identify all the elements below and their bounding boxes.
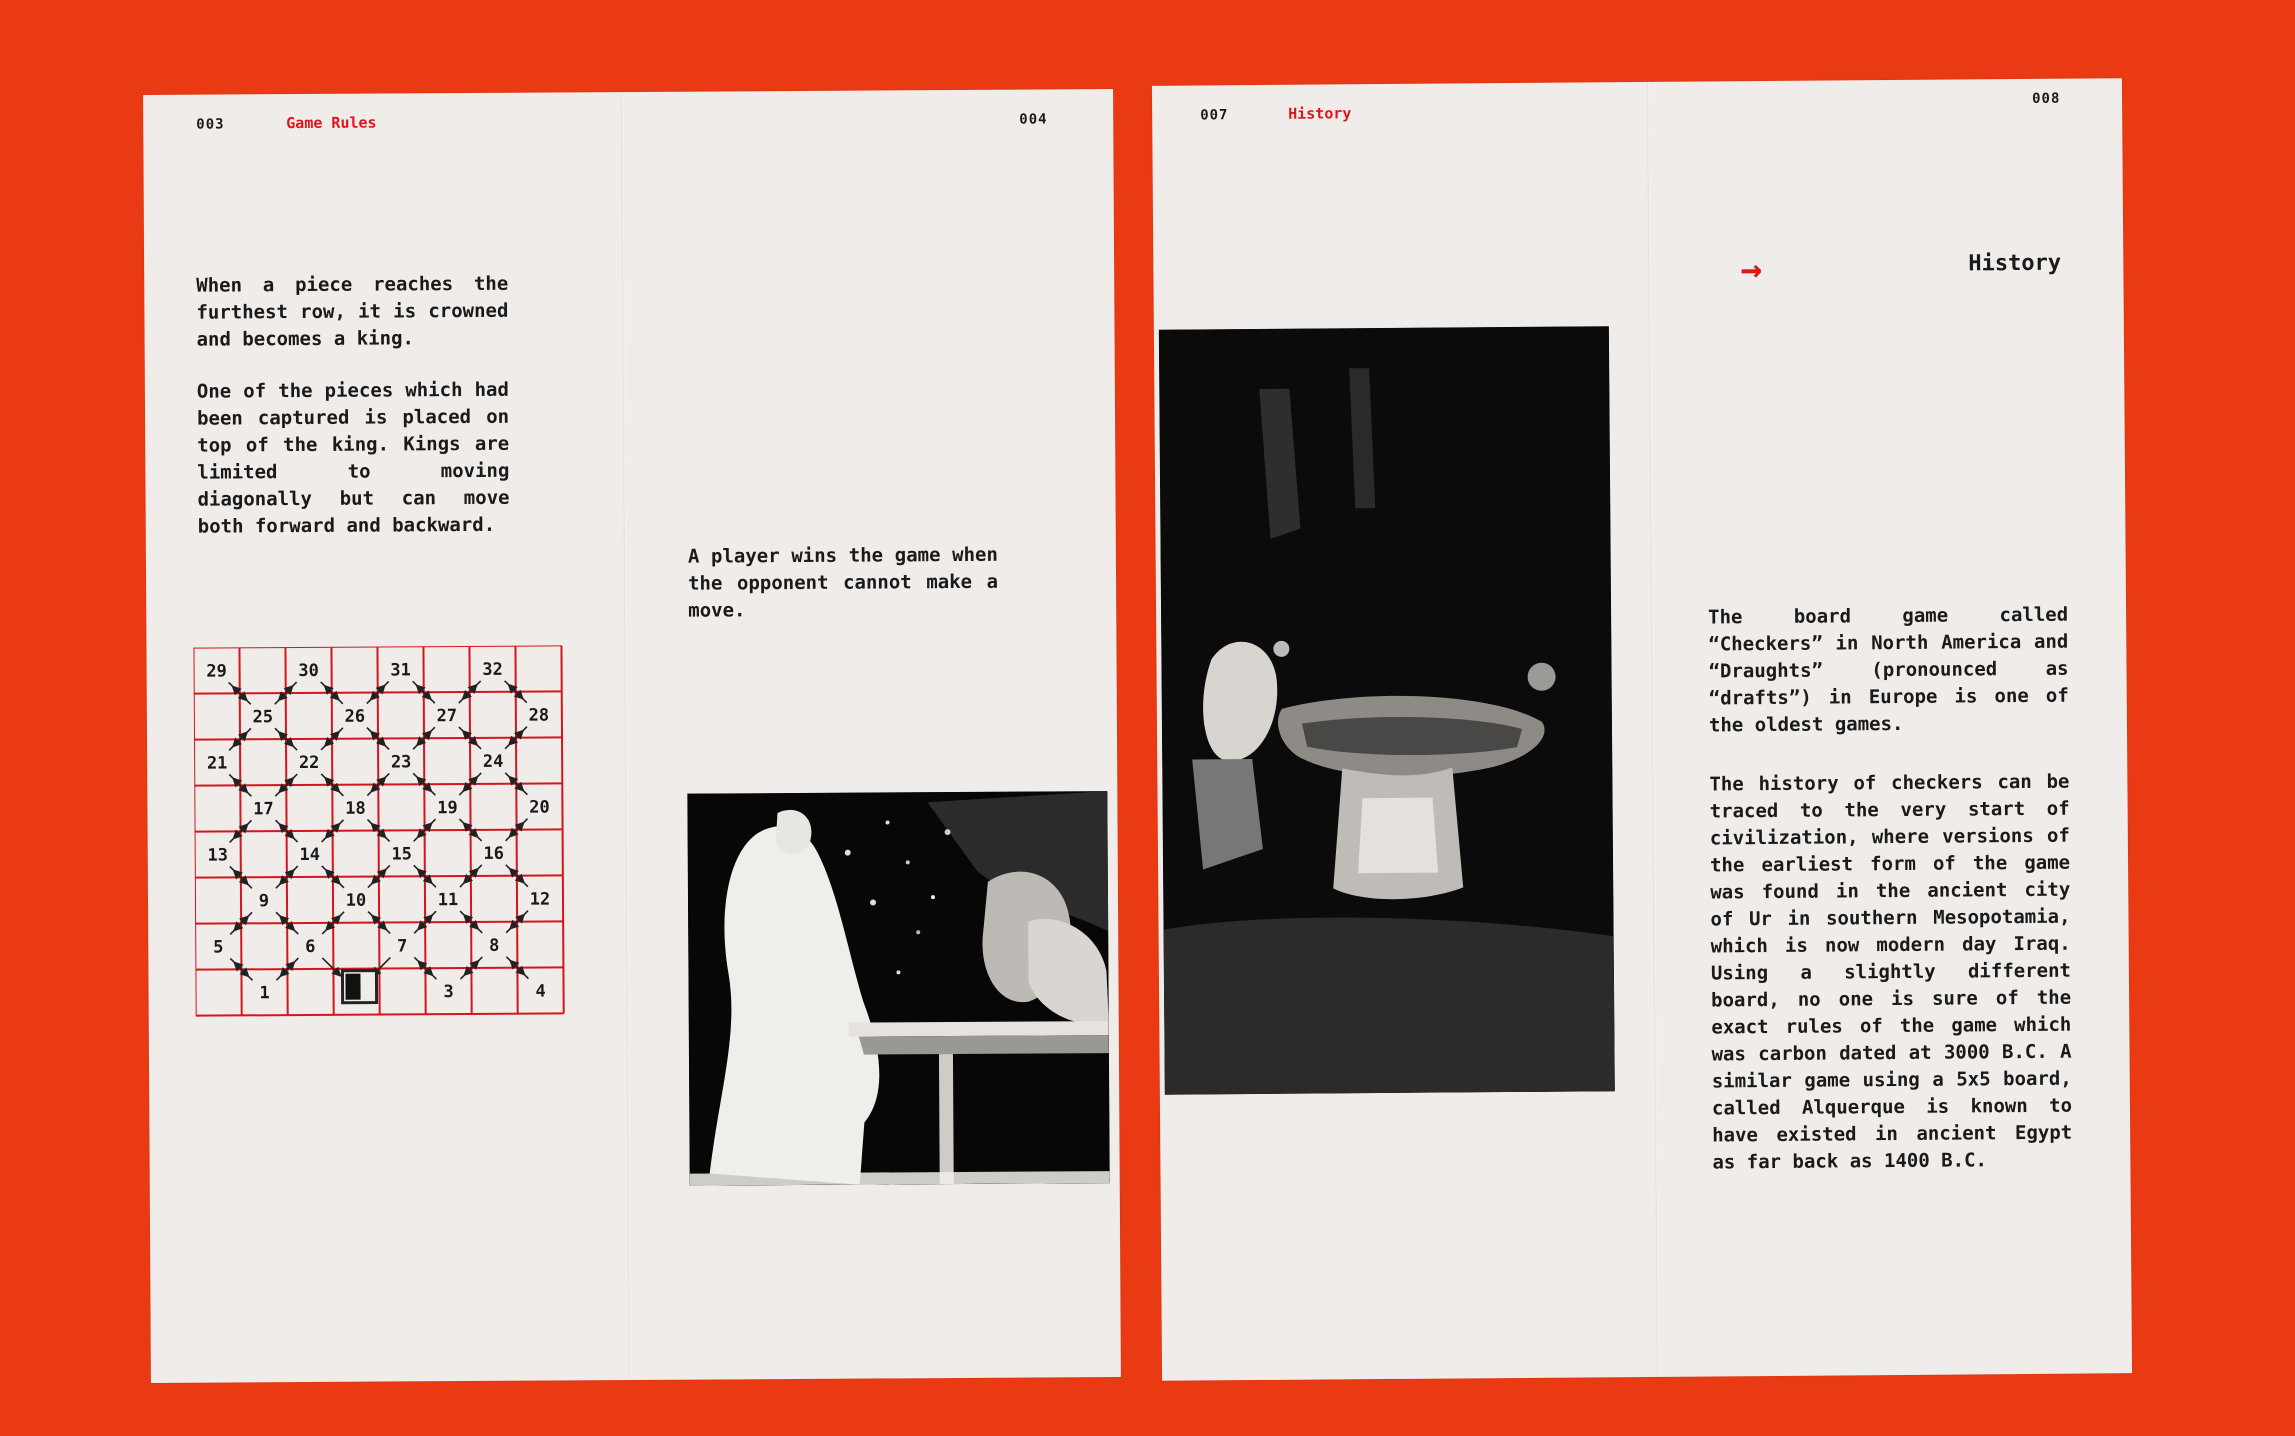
move-arrow-icon [372, 823, 390, 841]
board-square-number: 8 [489, 935, 500, 956]
move-arrow-icon [371, 731, 389, 749]
move-arrow-icon [459, 777, 477, 795]
move-arrow-icon [418, 961, 436, 979]
history-paragraph: The history of checkers can be traced to the very start of civilization, where versions of the earliest form of the game was found in the ancient city of Ur in southern Mesopotamia, which is now modern day Iraq. Using a slightly different board, no one is sure of the exact rules of the game which was carbon dated at 3000 B.C. A similar game using a 5x5 board, called Alquerque is known to have existed in ancient Egypt as far back as 1400 B.C. [1709, 770, 2073, 1174]
move-arrow-icon [414, 915, 432, 933]
section-title: History [1288, 104, 1352, 123]
king-piece-icon [342, 971, 376, 1003]
move-arrow-icon [230, 916, 248, 934]
board-square-number: 21 [206, 753, 228, 774]
move-arrow-icon [367, 686, 385, 704]
board-square-number: 32 [482, 659, 503, 680]
arrow-right-icon: → [1740, 249, 1763, 291]
board-square-number: 5 [213, 937, 224, 958]
move-arrow-icon [460, 869, 478, 887]
move-arrow-icon [325, 686, 343, 704]
board-square-number: 14 [299, 844, 321, 866]
move-arrow-icon [275, 686, 293, 704]
board-square-number: 29 [206, 661, 227, 682]
board-square-number: 22 [298, 752, 320, 774]
move-arrow-icon [275, 778, 293, 796]
board-square-number: 7 [397, 936, 408, 957]
fold-line [621, 92, 631, 1380]
right-spread [1152, 78, 2132, 1381]
board-square-number: 12 [529, 889, 551, 910]
board-square-number: 30 [298, 660, 319, 682]
move-arrow-icon [372, 915, 390, 933]
board-square-number: 16 [483, 843, 505, 864]
move-arrow-icon [322, 958, 340, 976]
left-spread [143, 89, 1121, 1383]
move-arrow-icon [413, 731, 431, 749]
board-square-number: 23 [390, 752, 412, 773]
board-square-number: 26 [344, 706, 366, 727]
win-condition-text: A player wins the game when the opponent cannot make a move. [687, 543, 999, 622]
move-arrow-icon [280, 916, 298, 934]
move-arrow-icon [506, 823, 524, 841]
board-grid-line [561, 645, 563, 1013]
board-square-number: 4 [535, 981, 546, 1002]
checkers-board-diagram [193, 645, 565, 1017]
board-square-number: 25 [252, 707, 274, 728]
move-arrow-icon [276, 962, 294, 980]
move-arrow-icon [322, 916, 340, 934]
move-arrow-icon [326, 870, 344, 888]
board-square-number: 27 [436, 706, 458, 727]
move-arrow-icon [418, 869, 436, 887]
move-arrow-icon [509, 777, 527, 795]
fold-line [1647, 82, 1659, 1377]
move-arrow-icon [463, 731, 481, 749]
page-number: 008 [2031, 90, 2061, 107]
move-arrow-icon [276, 870, 294, 888]
page-number: 003 [196, 116, 225, 133]
move-arrow-icon [279, 732, 297, 750]
board-square-number: 31 [390, 660, 411, 681]
move-arrow-icon [230, 824, 248, 842]
page-number: 004 [1019, 111, 1048, 128]
move-arrow-icon [234, 962, 252, 980]
move-arrow-icon [460, 961, 478, 979]
board-square-number: 11 [437, 890, 459, 911]
move-arrow-icon [510, 869, 528, 887]
move-arrow-icon [459, 685, 477, 703]
section-title: Game Rules [286, 113, 377, 133]
board-grid-line [196, 1013, 564, 1015]
move-arrow-icon [506, 915, 524, 933]
move-arrow-icon [505, 731, 523, 749]
move-arrow-icon [417, 685, 435, 703]
players-photo [687, 791, 1109, 1186]
move-arrow-icon [368, 870, 386, 888]
move-arrow-icon [280, 824, 298, 842]
board-square-number: 20 [529, 797, 550, 818]
move-arrow-icon [322, 824, 340, 842]
move-arrow-icon [234, 870, 252, 888]
page-number: 007 [1200, 107, 1229, 124]
move-arrow-icon [367, 778, 385, 796]
board-square-number: 3 [443, 982, 454, 1003]
history-heading: History [1968, 250, 2062, 277]
history-photo [1159, 326, 1615, 1095]
move-arrow-icon [229, 732, 247, 750]
move-arrow-icon [509, 685, 527, 703]
move-arrow-icon [464, 915, 482, 933]
move-arrow-icon [414, 823, 432, 841]
move-arrow-icon [510, 961, 528, 979]
move-arrow-icon [321, 732, 339, 750]
board-square-number: 17 [253, 799, 274, 820]
rules-paragraph: One of the pieces which had been captured is placed on top of the king. Kings are limited to moving diagonally but can move both forward and backward. [196, 378, 510, 538]
move-arrow-icon [325, 778, 343, 796]
board-square-number: 28 [528, 705, 550, 726]
move-arrow-icon [417, 777, 435, 795]
board-square-number: 6 [305, 936, 316, 958]
move-arrow-icon [464, 823, 482, 841]
board-square-number: 1 [259, 983, 270, 1004]
board-square-number: 18 [345, 798, 366, 819]
board-square-number: 13 [207, 845, 229, 866]
history-paragraph: The board game called “Checkers” in North America and “Draughts” (pronounced as “drafts”) in Europe is one of the oldest games. [1708, 603, 2069, 737]
board-square-number: 15 [391, 844, 413, 865]
board-square-number: 10 [345, 890, 367, 911]
move-arrow-icon [233, 778, 251, 796]
board-square-number: 24 [482, 751, 504, 772]
board-square-number: 19 [437, 798, 458, 819]
move-arrow-icon [233, 686, 251, 704]
board-square-number: 9 [258, 891, 270, 912]
rules-paragraph: When a piece reaches the furthest row, it is crowned and becomes a king. [196, 272, 509, 351]
